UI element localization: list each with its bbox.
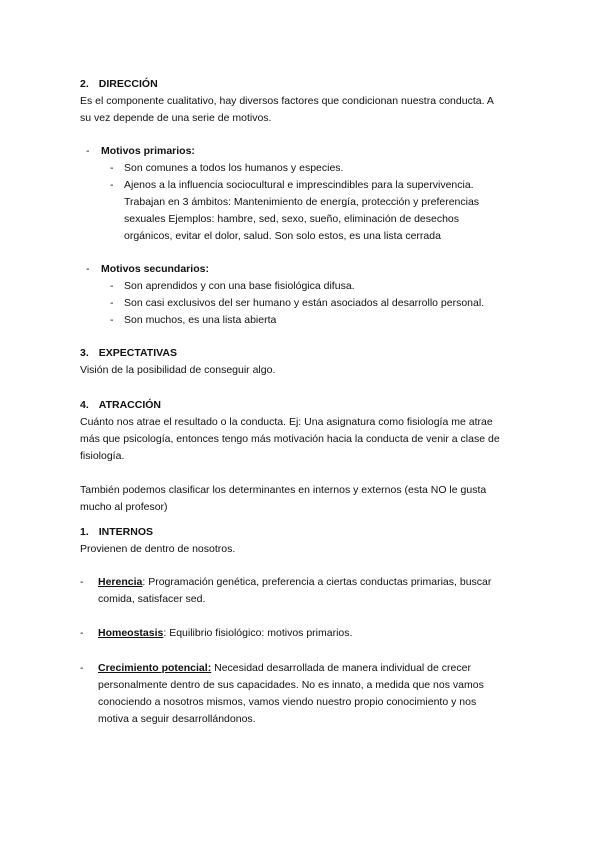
paragraph-line: Visión de la posibilidad de conseguir algo. <box>80 364 276 376</box>
list-item <box>98 660 471 677</box>
list-item-continuation: Trabajan en 3 ámbitos: Mantenimiento de energía, protección y preferencias <box>124 196 480 208</box>
list-dash: - <box>110 280 114 292</box>
list-dash: - <box>110 179 114 191</box>
subheading-secondary-motives: Motivos secundarios: <box>101 263 209 275</box>
list-dash: - <box>80 662 84 674</box>
section-title: EXPECTATIVAS <box>98 347 177 359</box>
list-item <box>98 625 352 642</box>
section-title: INTERNOS <box>98 526 154 538</box>
list-item: Son casi exclusivos del ser humano y están asociados al desarrollo personal. <box>124 297 485 309</box>
list-item-continuation: sexuales Ejemplos: hambre, sed, sexo, sueño, eliminación de desechos <box>124 213 460 225</box>
paragraph-line: Cuánto nos atrae el resultado o la conducta. Ej: Una asignatura como fisiología me atrae <box>80 416 493 428</box>
definition: Equilibrio fisiológico: motivos primarios. <box>166 627 353 639</box>
internal-heading <box>80 524 153 541</box>
list-item: Son muchos, es una lista abierta <box>124 314 277 326</box>
list-item: Son comunes a todos los humanos y especies. <box>124 162 344 174</box>
list-item-continuation: motiva a seguir desarrollándonos. <box>98 713 256 725</box>
list-dash: - <box>110 297 114 309</box>
term-herencia: Herencia <box>98 576 143 588</box>
term-crecimiento-potencial: Crecimiento potencial: <box>98 662 212 674</box>
section-number: 4. <box>80 399 89 411</box>
list-dash: - <box>80 627 84 639</box>
list-dash: - <box>80 576 84 588</box>
list-item <box>98 574 491 591</box>
section-number: 3. <box>80 347 89 359</box>
list-item: Son aprendidos y con una base fisiológica difusa. <box>124 280 355 292</box>
section-number: 2. <box>80 78 89 90</box>
list-item-continuation: comida, satisfacer sed. <box>98 593 206 605</box>
definition: Programación genética, preferencia a ciertas conductas primarias, buscar <box>145 576 492 588</box>
paragraph-line: También podemos clasificar los determinantes en internos y externos (esta NO le gusta <box>80 484 487 496</box>
list-dash: - <box>110 162 114 174</box>
paragraph-line: su vez depende de una serie de motivos. <box>80 112 272 124</box>
section-2-heading <box>80 76 158 93</box>
list-dash: - <box>86 263 90 275</box>
paragraph-line: más que psicología, entonces tengo más motivación hacia la conducta de venir a clase de <box>80 433 500 445</box>
list-dash: - <box>110 314 114 326</box>
paragraph-line: mucho al profesor) <box>80 501 168 513</box>
term-homeostasis: Homeostasis <box>98 627 164 639</box>
term-separator: : <box>142 576 146 588</box>
list-item-continuation: personalmente dentro de sus capacidades. No es innato, a medida que nos vamos <box>98 679 484 691</box>
paragraph-line: Provienen de dentro de nosotros. <box>80 543 236 555</box>
section-4-heading <box>80 397 161 414</box>
section-title: ATRACCIÓN <box>98 399 161 411</box>
list-item-continuation: orgánicos, evitar el dolor, salud. Son solo estos, es una lista cerrada <box>124 230 441 242</box>
term-separator: : <box>163 627 167 639</box>
definition: Necesidad desarrollada de manera individual de crecer <box>211 662 471 674</box>
section-3-heading <box>80 345 177 362</box>
paragraph-line: Es el componente cualitativo, hay diversos factores que condicionan nuestra conducta. A <box>80 95 494 107</box>
list-item-continuation: conociendo a nosotros mismos, vamos viendo nuestro propio conocimiento y nos <box>98 696 477 708</box>
list-dash: - <box>86 145 90 157</box>
section-title: DIRECCIÓN <box>98 78 158 90</box>
subheading-primary-motives: Motivos primarios: <box>101 145 195 157</box>
paragraph-line: fisiología. <box>80 450 125 462</box>
list-item: Ajenos a la influencia sociocultural e imprescindibles para la supervivencia. <box>124 179 474 191</box>
section-number: 1. <box>80 526 89 538</box>
